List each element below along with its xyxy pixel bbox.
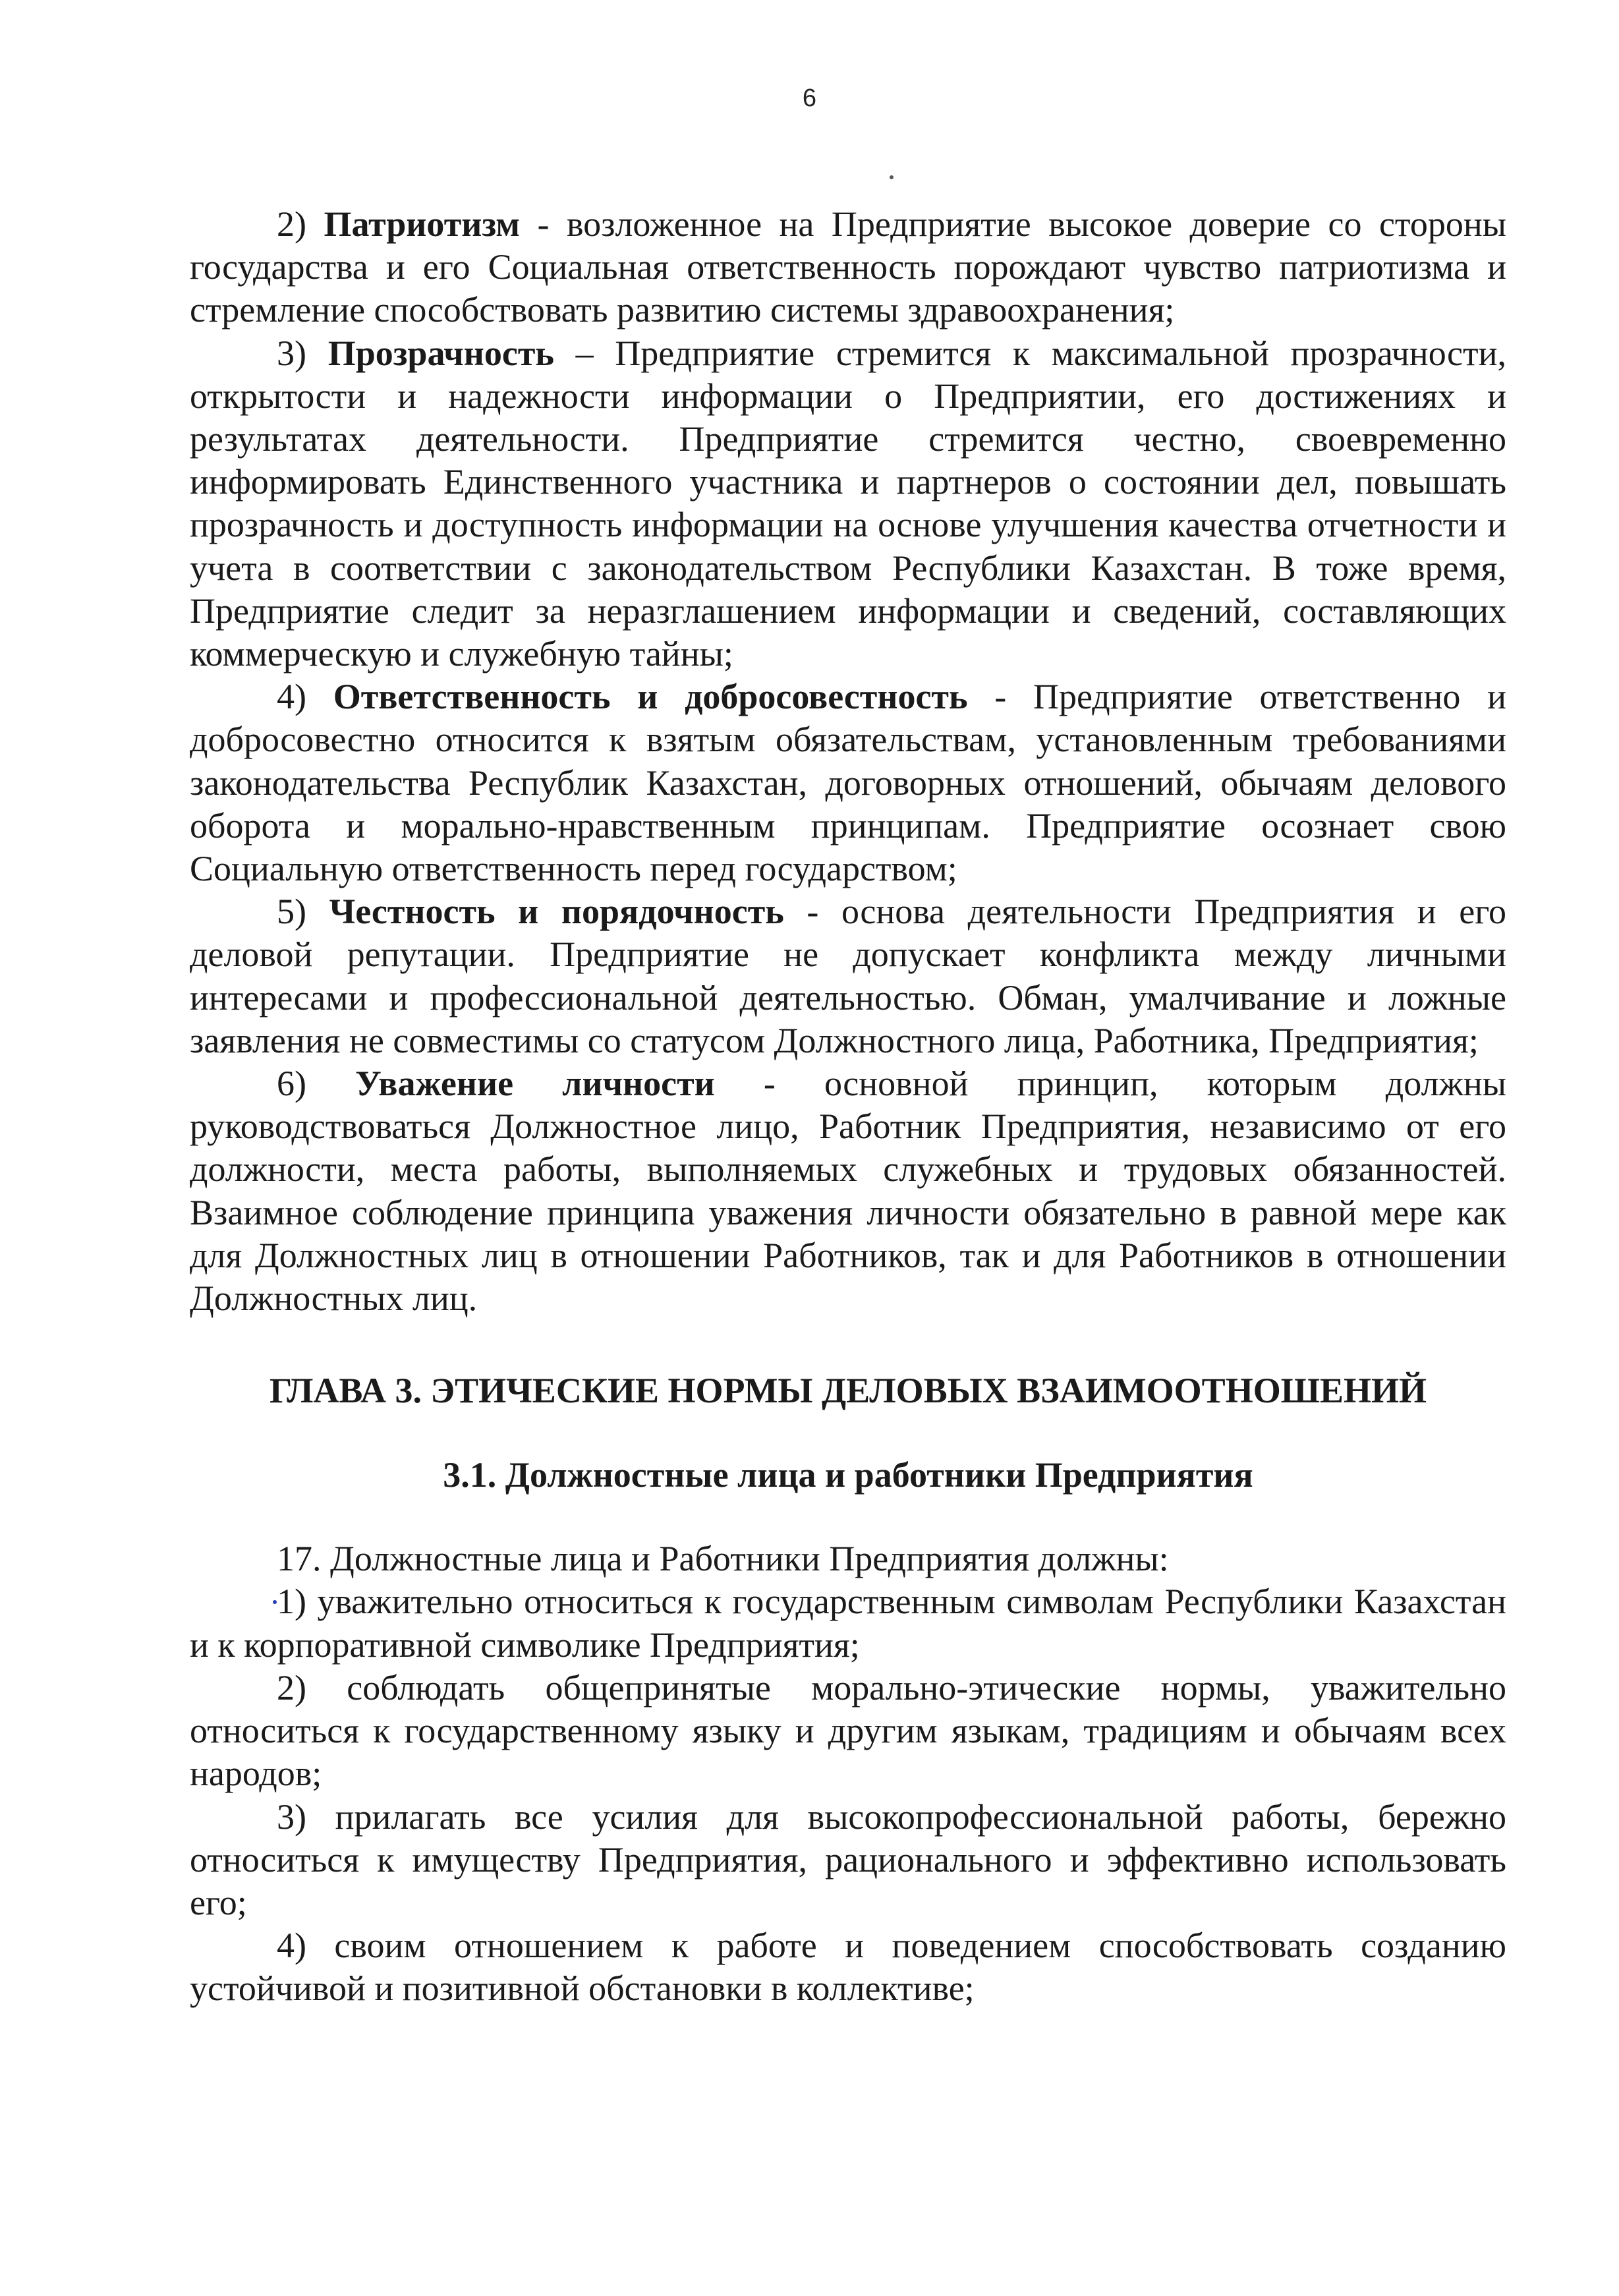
value-description: – Предприятие стремится к максимальной прозрачности, открытости и надежности информации о Предприятии, его достижениях и результатах деятельности. Предприятие стремится честно, своевременно информировать Единственного участника и партнеров о состоянии дел, повышать прозрачность и доступность информации на основе улучшения качества отчетности и учета в соответствии с законодательством Республики Казахстан. В тоже время, Предприятие следит за неразглашением информации и сведений, составляющих коммерческую и служебную тайны; xyxy=(190,333,1507,674)
scan-speck xyxy=(273,1600,277,1604)
page-number: 6 xyxy=(802,84,817,112)
item-number: 4) xyxy=(277,677,333,717)
item-number: 5) xyxy=(277,892,329,932)
duty-item: 1) уважительно относиться к государственным символам Республики Казахстан и к корпоративной символике Предприятия; xyxy=(190,1582,1506,1665)
value-description: - Предприятие ответственно и добросовестно относится к взятым обязательствам, установленным требованиями законодательства Республик Казахстан, договорных отношений, обычаям делового оборота и морально-нравственным принципам. Предприятие осознает свою Социальную ответственность перед государством; xyxy=(190,677,1506,889)
value-term: Прозрачность xyxy=(327,333,554,373)
value-item-responsibility xyxy=(190,675,1506,890)
item-number: 2) xyxy=(277,204,324,244)
value-item-patriotism xyxy=(190,203,1506,332)
value-term: Патриотизм xyxy=(324,204,521,244)
value-item-transparency xyxy=(190,332,1506,676)
duty-item: 3) прилагать все усилия для высокопрофессиональной работы, бережно относиться к имуществу Предприятия, рационального и эффективно использовать его; xyxy=(190,1796,1506,1922)
document-body xyxy=(190,203,1506,2011)
value-item-honesty xyxy=(190,890,1506,1062)
duty-item: 4) своим отношением к работе и поведением способствовать созданию устойчивой и позитивной обстановки в коллективе; xyxy=(190,1926,1506,2009)
value-description: - основной принцип, которым должны руководствоваться Должностное лицо, Работник Предприятия, независимо от его должности, места работы, выполняемых служебных и трудовых обязанностей. Взаимное соблюдение принципа уважения личности обязательно в равной мере как для Должностных лиц в отношении Работников, так и для Работников в отношении Должностных лиц. xyxy=(190,1064,1506,1319)
clause-intro: 17. Должностные лица и Работники Предприятия должны: xyxy=(277,1539,1169,1579)
section-heading: 3.1. Должностные лица и работники Предприятия xyxy=(443,1455,1253,1495)
value-description: - основа деятельности Предприятия и его деловой репутации. Предприятие не допускает конфликта между личными интересами и профессиональной деятельностью. Обман, умалчивание и ложные заявления не совместимы со статусом Должностного лица, Работника, Предприятия; xyxy=(190,892,1506,1060)
duty-item: 2) соблюдать общепринятые морально-этические нормы, уважительно относиться к государственному языку и другим языкам, традициям и обычаям всех народов; xyxy=(190,1667,1506,1794)
value-term: Честность и порядочность xyxy=(329,892,784,932)
value-term: Уважение личности xyxy=(355,1064,715,1104)
value-item-respect xyxy=(190,1062,1506,1320)
chapter-heading: ГЛАВА 3. ЭТИЧЕСКИЕ НОРМЫ ДЕЛОВЫХ ВЗАИМООТНОШЕНИЙ xyxy=(269,1371,1427,1411)
value-description: - возложенное на Предприятие высокое доверие со стороны государства и его Социальная ответственность порождают чувство патриотизма и стремление способствовать развитию системы здравоохранения; xyxy=(190,204,1506,330)
value-term: Ответственность и добросовестность xyxy=(333,677,968,717)
item-number: 6) xyxy=(277,1064,356,1104)
item-number: 3) xyxy=(277,333,328,373)
scan-speck xyxy=(890,175,894,179)
